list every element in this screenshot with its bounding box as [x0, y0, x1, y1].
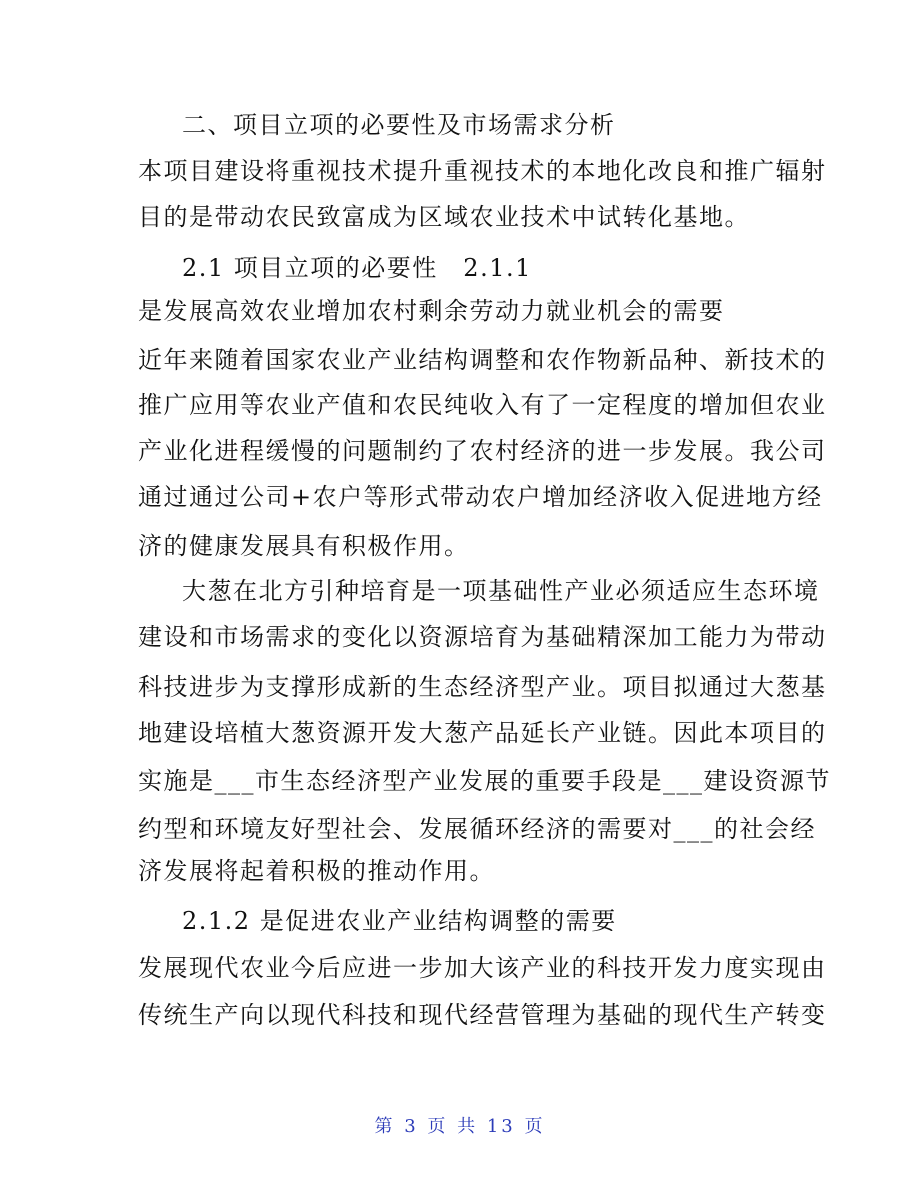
- page-number-footer: 第 3 页 共 13 页: [374, 1116, 546, 1137]
- subsection-heading: 2.1.2 是促进农业产业结构调整的需要: [182, 907, 617, 935]
- paragraph-line: 本项目建设将重视技术提升重视技术的本地化改良和推广辐射: [138, 157, 827, 185]
- section-heading: 二、项目立项的必要性及市场需求分析: [182, 111, 616, 139]
- paragraph-line: 产业化进程缓慢的问题制约了农村经济的进一步发展。我公司: [138, 437, 827, 465]
- paragraph-line: 约型和环境友好型社会、发展循环经济的需要对___的社会经: [138, 815, 816, 843]
- paragraph-line: 地建设培植大葱资源开发大葱产品延长产业链。因此本项目的: [138, 719, 827, 747]
- subsection-heading: 2.1 项目立项的必要性 2.1.1: [182, 254, 532, 282]
- paragraph-line: 近年来随着国家农业产业结构调整和农作物新品种、新技术的: [138, 346, 827, 374]
- paragraph-line: 建设和市场需求的变化以资源培育为基础精深加工能力为带动: [138, 623, 827, 651]
- paragraph-line: 济的健康发展具有积极作用。: [138, 532, 470, 560]
- paragraph-line: 推广应用等农业产值和农民纯收入有了一定程度的增加但农业: [138, 391, 827, 419]
- paragraph-line: 实施是___市生态经济型产业发展的重要手段是___建设资源节: [138, 767, 831, 795]
- paragraph-line: 传统生产向以现代科技和现代经营管理为基础的现代生产转变: [138, 1001, 827, 1029]
- paragraph-line: 是发展高效农业增加农村剩余劳动力就业机会的需要: [138, 297, 725, 325]
- paragraph-line: 通过通过公司+农户等形式带动农户增加经济收入促进地方经: [138, 483, 823, 511]
- paragraph-line: 目的是带动农民致富成为区域农业技术中试转化基地。: [138, 203, 750, 231]
- paragraph-line: 济发展将起着积极的推动作用。: [138, 857, 495, 885]
- paragraph-line: 发展现代农业今后应进一步加大该产业的科技开发力度实现由: [138, 954, 827, 982]
- paragraph-line: 大葱在北方引种培育是一项基础性产业必须适应生态环境: [182, 577, 820, 605]
- paragraph-line: 科技进步为支撑形成新的生态经济型产业。项目拟通过大葱基: [138, 673, 827, 701]
